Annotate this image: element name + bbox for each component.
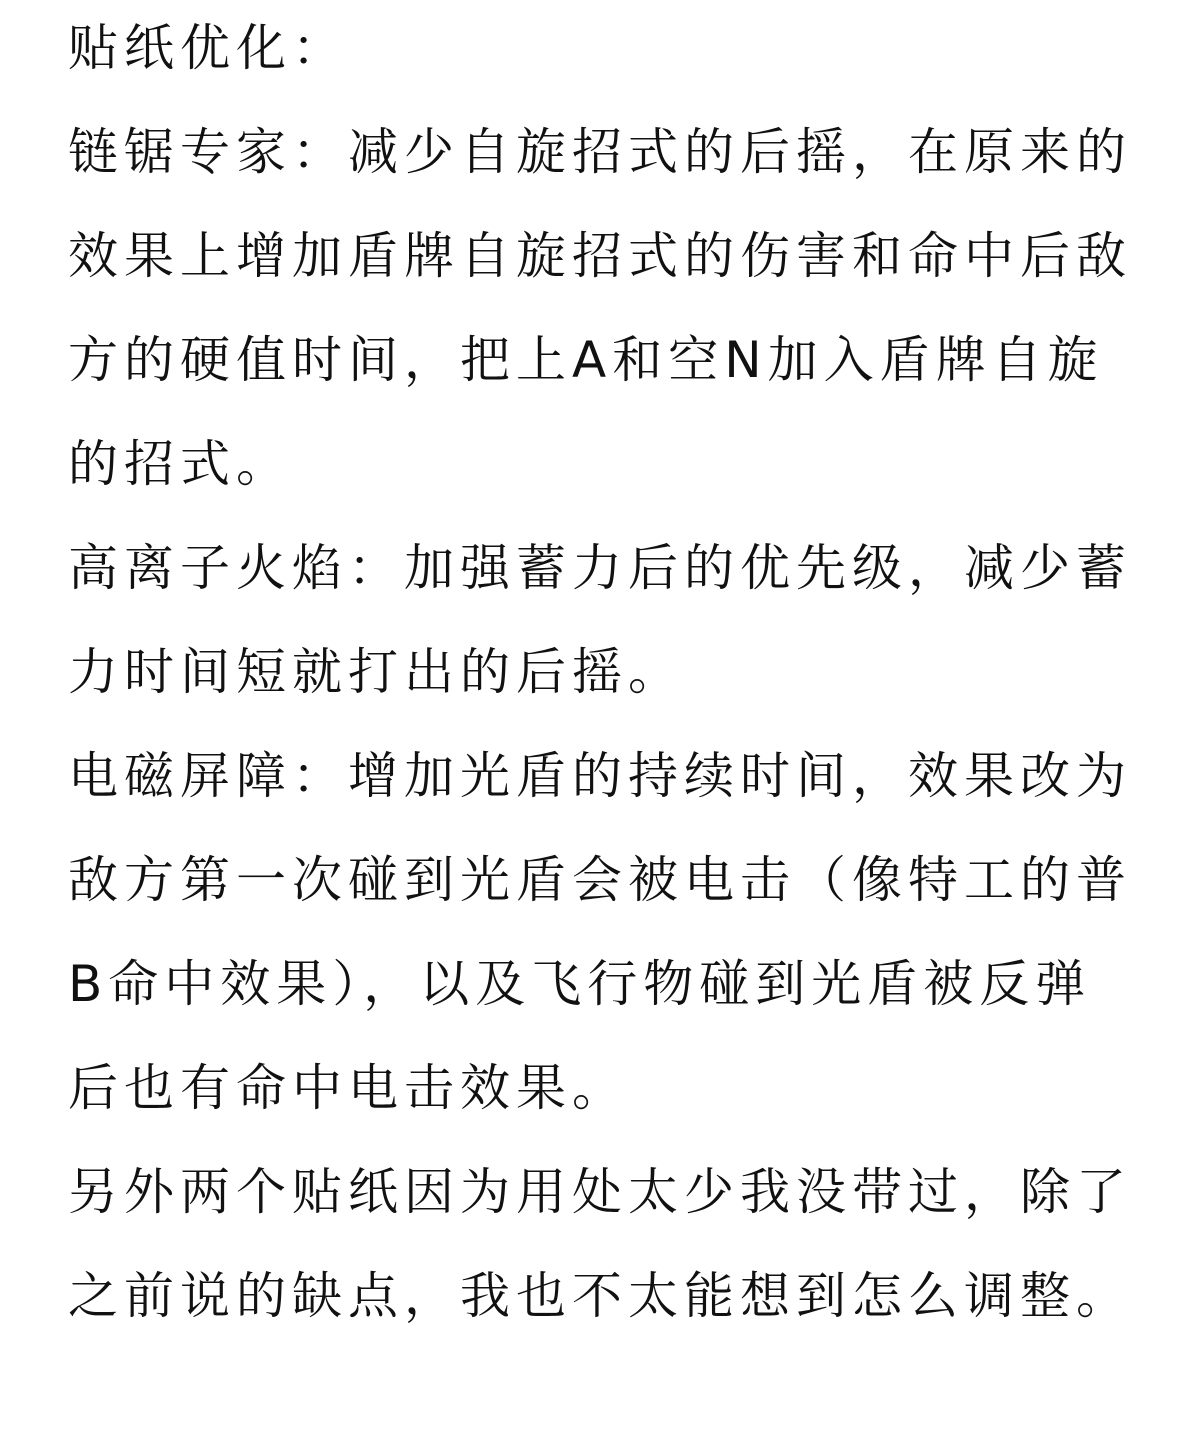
paragraph-electromagnetic-barrier: 电磁屏障：增加光盾的持续时间，效果改为敌方第一次碰到光盾会被电击（像特工的普B命中效果），以及飞行物碰到光盾被反弹后也有命中电击效果。 <box>68 747 1132 1117</box>
document-title: 贴纸优化： <box>68 19 348 77</box>
paragraph-high-ion-flame: 高离子火焰：加强蓄力后的优先级，减少蓄力时间短就打出的后摇。 <box>68 539 1132 701</box>
paragraph-other-stickers: 另外两个贴纸因为用处太少我没带过，除了之前说的缺点，我也不太能想到怎么调整。 <box>68 1163 1132 1325</box>
paragraph-chainsaw-expert: 链锯专家：减少自旋招式的后摇，在原来的效果上增加盾牌自旋招式的伤害和命中后敌方的硬值时间，把上A和空N加入盾牌自旋的招式。 <box>68 123 1132 493</box>
document-body <box>68 0 1132 1348</box>
